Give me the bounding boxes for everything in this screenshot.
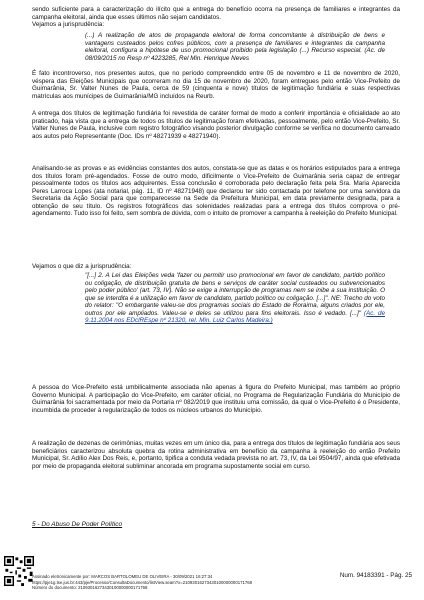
quote-2-text: "[...] 2. A Lei das Eleições veda 'fazer ou permitir uso promocional em favor de candidato, partido político ou coligação, de distribuição gratuita de bens e serviços de caráter social custeados ou subvencionados pelo poder público' (art. 73, IV). Não se exige a interrupção de programas nem se inibe a sua instituição. O que se interdita é a utilização em favor de candidato, partido político ou coligação. [...]". NE: Trecho do voto do relator: "O embargante valeu-se dos programas sociais do Estado de Roraima, alguns criados por ele, outros por ele ampliados. Valeu-se e deles se utilizou para fins eleitorais. Isso é vedado. [...]" bbox=[85, 272, 385, 317]
paragraph-6: Vejamos o que diz a jurisprudência: bbox=[32, 263, 132, 270]
footer-signed-by: Assinado eletronicamente por: MARCOS BARTOLOMEU DE OLIVEIRA - 30/09/2021 16:27:34 bbox=[32, 574, 213, 579]
quote-1: (...) A realização de atos de propaganda eleitoral de forma concomitante à distribuição de bens e vantagens custeados pelos cofres públicos, com a presença de familiares e integrantes da campanha eleitoral, configura a hipótese de uso promocional proibido pela legislação (...) Recurso especial. (Ac. de 08/09/2015 no Resp nº 4223285, Rel Min. Henrique Neves bbox=[85, 32, 385, 62]
paragraph-3: É fato incontroverso, nos presentes autos, que no período compreendido entre 05 de novembro e 11 de novembro de 2020, véspera das Eleições Municipais que ocorreram no dia 15 de novembro de 2020, foram entregues pelo então Vice-Prefeito de Guimarânia, Sr. Valter Nunes de Paula, cerca de 59 (cinquenta e nove) títulos de legitimação fundiária e suas respectivas matrículas aos munícipes de Guimarânia/MG incluídos na Reurb. bbox=[32, 70, 400, 100]
paragraph-2: Vejamos a jurisprudência: bbox=[32, 21, 105, 28]
footer-signature bbox=[32, 574, 302, 591]
section-heading: 5 - Do Abuso De Poder Político bbox=[32, 521, 123, 528]
paragraph-7: A pessoa do Vice-Prefeito está umbilicalmente associada não apenas à figura do Prefeito Municipal, mas também ao próprio Governo Municipal. A participação do Vice-Prefeito, em caráter oficial, no Programa de Regularização Fundiária do Município de Guimarânia foi sacramentada por meio da Portaria nº 082/2019 que instituiu uma comissão, da qual o Vice-Prefeito é o Presidente, incumbida de proceder à regularização de todos os núcleos urbanos do Município. bbox=[32, 384, 400, 414]
page-number: Num. 94183391 - Pág. 25 bbox=[339, 572, 412, 579]
footer-document-number: Número do documento: 21093016273430100000000171768 bbox=[32, 585, 148, 591]
paragraph-8: A realização de dezenas de cerimônias, muitas vezes em um único dia, para a entrega dos títulos de legitimação fundiária aos seus beneficiários caracterizou absoluta quebra da rotina administrativa em benefício da campanha à reeleição do então Prefeito Municipal, Sr. Adílio Alex Dos Reis, e, portanto, tipifica a conduta vedada prevista no art. 73, IV, da Lei 9504/97, ainda que efetivada por meio de propaganda eleitoral subliminar ancorada em programa supostamente social em curso. bbox=[32, 440, 400, 470]
footer-url[interactable]: https://pje1g.tse.jus.br:443/pje/Processo/ConsultaDocumento/listView.seam?x=21093016273430100000000171768 bbox=[32, 579, 253, 585]
paragraph-1: sendo suficiente para a caracterização do ilícito que a entrega do benefício ocorra na presença de familiares e integrantes da campanha eleitoral, ainda que esses últimos não sejam candidatos. bbox=[32, 6, 400, 21]
qr-code-icon bbox=[4, 556, 34, 586]
paragraph-5: Analisando-se as provas e as evidências constantes dos autos, constata-se que as datas e os horários estipulados para a entrega dos títulos foram pré-agendados. Fosse de outro modo, dificilmente o Vice-Prefeito de Guimarânia seria capaz de entregar pessoalmente todos os títulos aos adquirentes. Essa conclusão é corroborada pelo declaração feita pela Sra. Maria Aparecida Peres Larroca Lopes (ata notarial, pág. 11, ID nº 48271948) que declarou ter sido contactada por telefone por uma servidora da Secretaria da Ação Social para que comparecesse na Sede da Prefeitura Municipal, em data previamente designada, para a obtenção de seu título. Os registros fotográficos das solenidades realizadas para a entrega dos títulos comprova o pré-agendamento. Tudo isso foi feito, sem sombra de dúvida, com o intuito de promover a campanha à reeleição do Prefeito Municipal. bbox=[32, 165, 400, 218]
quote-2 bbox=[85, 272, 385, 325]
quote-2-citation-link[interactable]: (Ac. de 9.11.2004 nos EDclREspe nº 21320, rel. Min. Luiz Carlos Madeira.) bbox=[85, 309, 385, 325]
paragraph-4: A entrega dos títulos de legitimação fundiária foi revestida de caráter formal de modo a conferir importância e oficialidade ao ato praticado, haja vista que a entrega de todos os títulos de legitimação foram efetivadas, pessoalmente, pelo então Vice-Prefeito, Sr. Valter Nunes de Paula, inclusive com registro fotográfico visando posterior divulgação conforme se verifica no documento carreado aos autos pelo Representante (Doc. IDs nº 48271939 e 48271940). bbox=[32, 110, 400, 140]
